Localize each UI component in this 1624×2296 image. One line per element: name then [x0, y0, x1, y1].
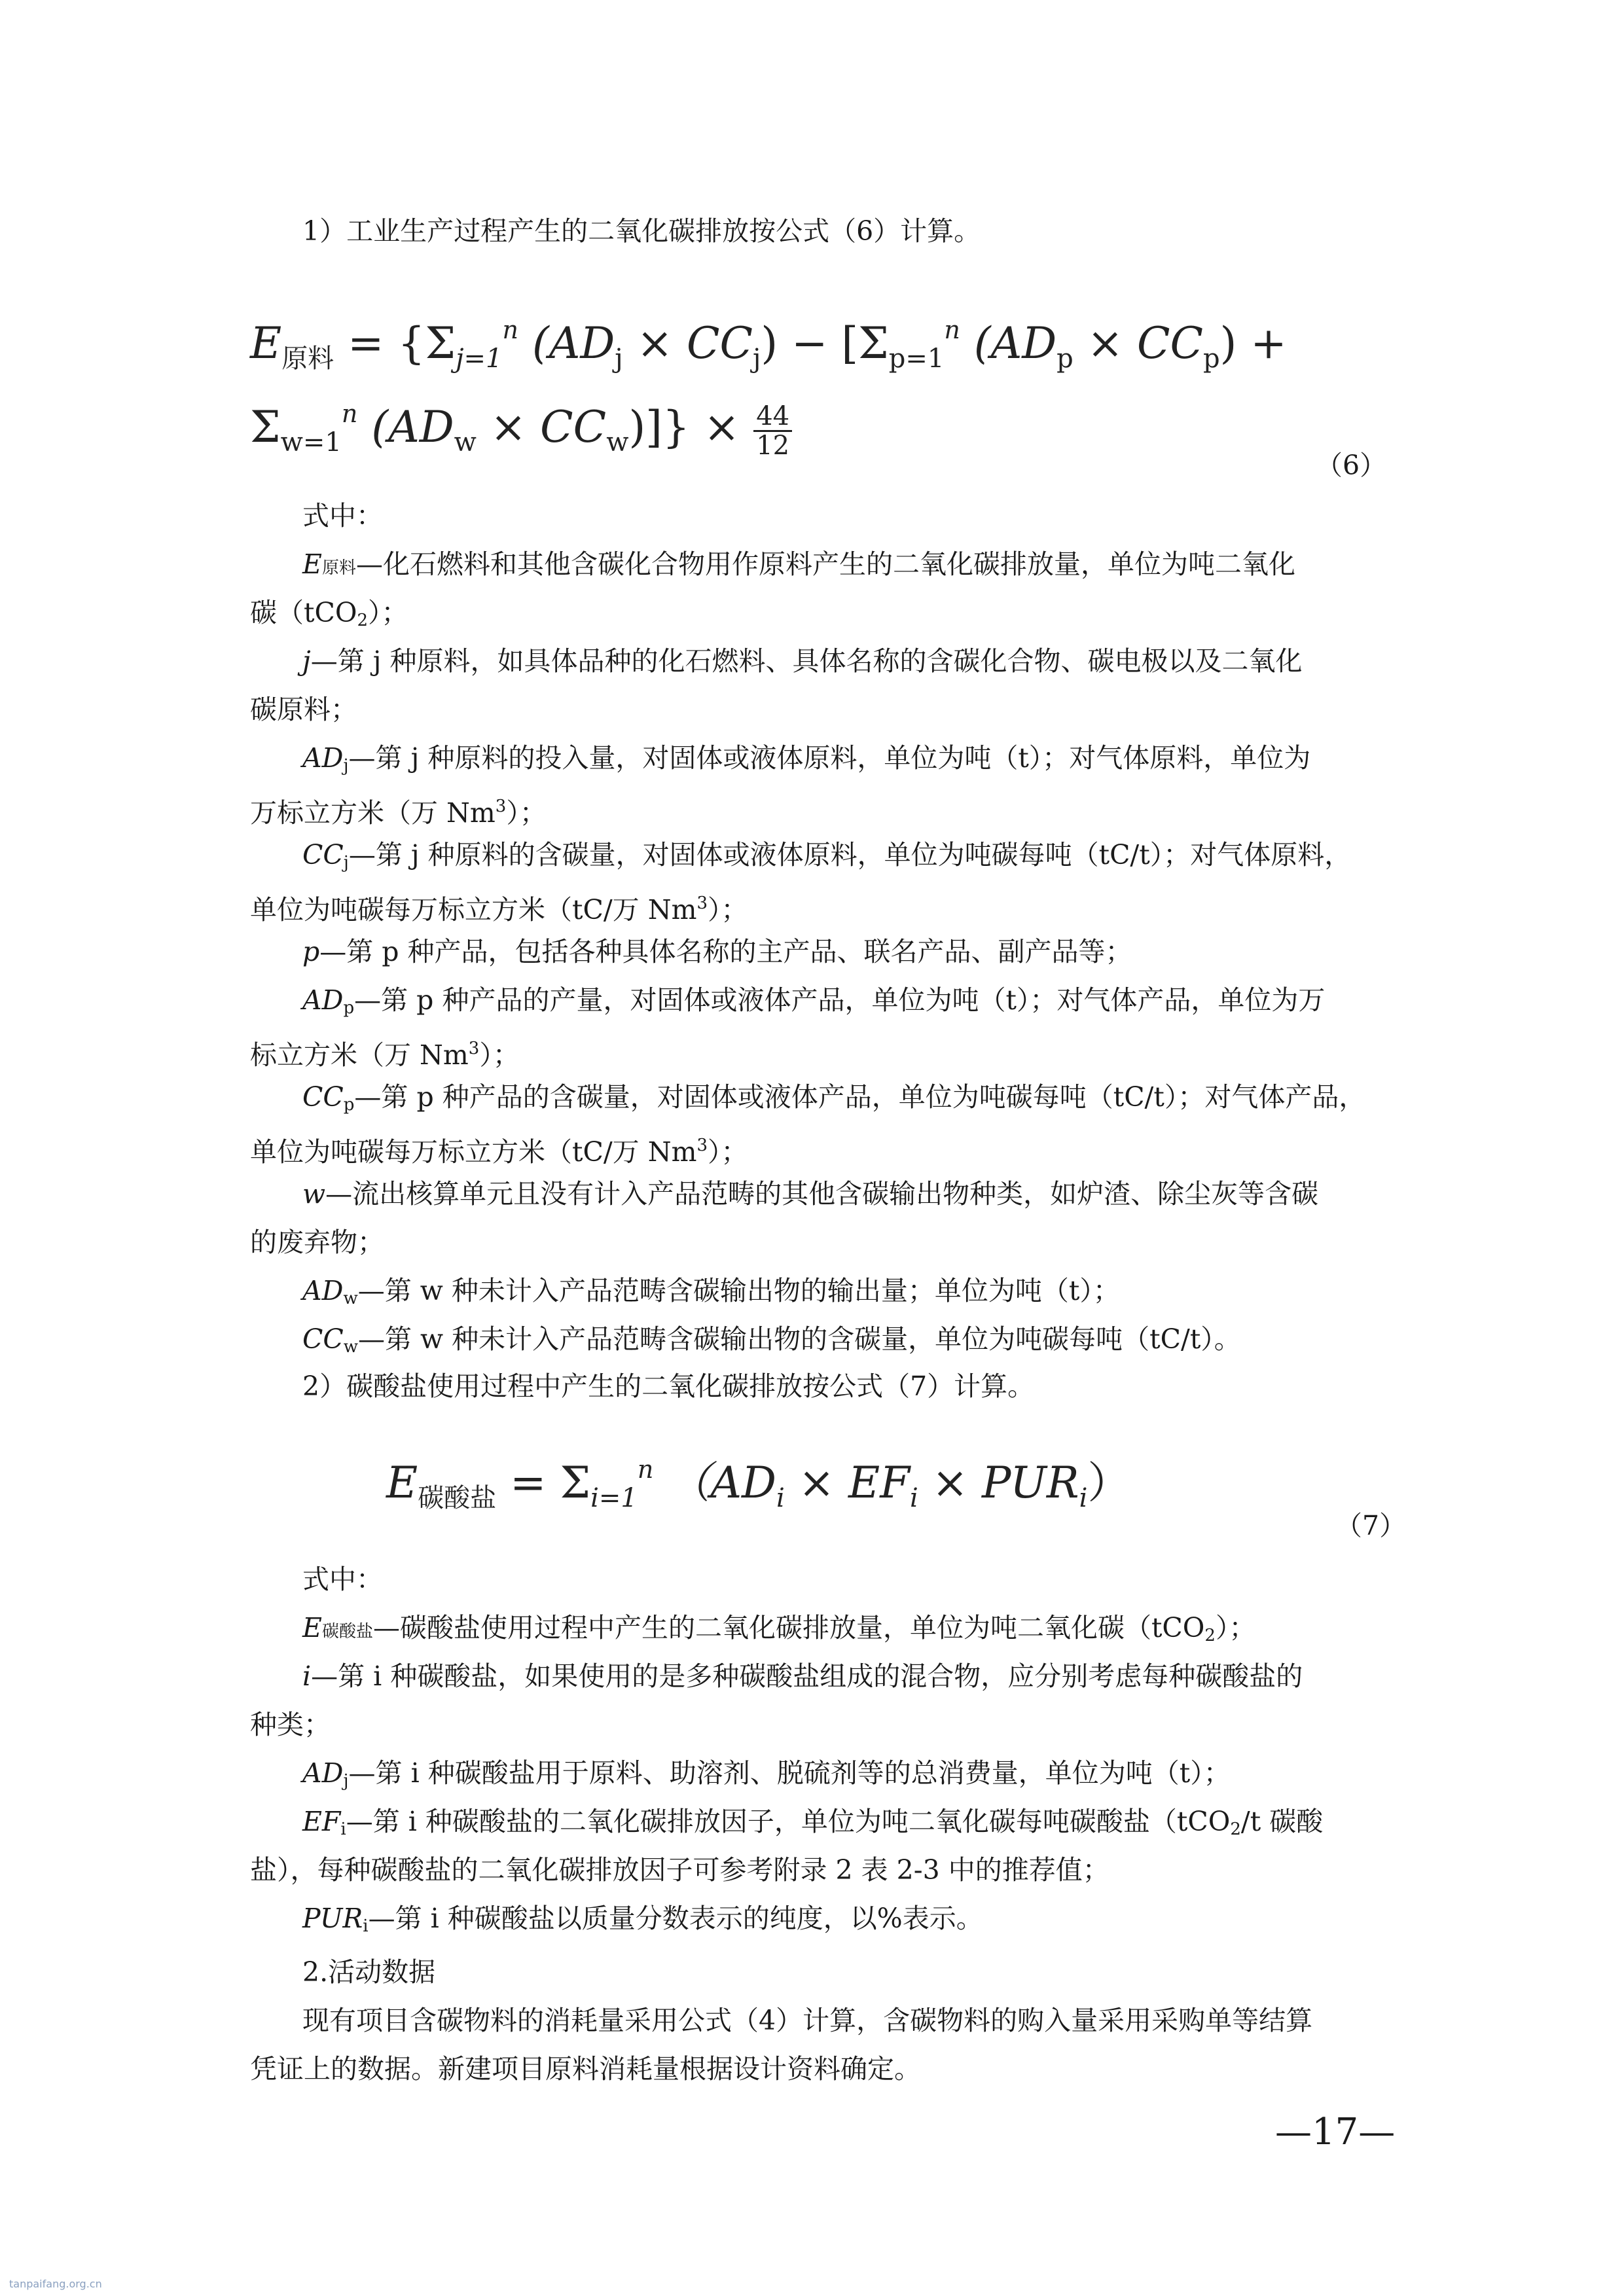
continuation-end: ）； — [506, 797, 547, 829]
equation-number-7: （7） — [1335, 1510, 1407, 1541]
definition-text: —第 i 种碳酸盐用于原料、助溶剂、脱硫剂等的总消费量，单位为吨（t）； — [348, 1757, 1231, 1789]
definition-line — [302, 1660, 1389, 1693]
definition-line — [302, 1757, 1389, 1797]
fraction-44-12: $\frac{44}{12}$ — [753, 403, 792, 459]
paragraph-line-2: 凭证上的数据。新建项目原料消耗量根据设计资料确定。 — [250, 2053, 921, 2085]
definition-line — [302, 1323, 1389, 1363]
definition-symbol: CC — [302, 1323, 344, 1355]
definition-continuation-text: 碳原料； — [250, 694, 357, 725]
definition-line — [302, 1274, 1389, 1315]
definition-line — [302, 742, 1389, 782]
definition-continuation-text: 碳（tCO — [250, 597, 357, 628]
definition-text: —第 i 种碳酸盐的二氧化碳排放因子，单位为吨二氧化碳每吨碳酸盐（tCO — [346, 1806, 1231, 1837]
formula-6: $E_{原料} = \{\Sigma_{j=1}^n$ $(AD_j \times CC_j) - [\Sigma_{p=1}^n$ $(AD_p \times CC_p)$ + — [250, 315, 1287, 374]
definition-line — [302, 645, 1389, 677]
definition-text: —第 j 种原料的含碳量，对固体或液体原料，单位为吨碳每吨（tC/t）；对气体原料， — [348, 839, 1352, 870]
definition-line — [302, 838, 1389, 879]
definition-text: —第 i 种碳酸盐以质量分数表示的纯度，以%表示。 — [368, 1903, 983, 1934]
formula-7: $E_{碳酸盐} = \Sigma_{i=1}^n$ $(AD_i \times EF_i \times PUR_i)$ — [386, 1455, 1131, 1513]
continuation-superscript: 3 — [495, 797, 507, 816]
definition-text: —第 p 种产品，包括各种具体名称的主产品、联名产品、副产品等； — [319, 936, 1132, 967]
definition-symbol: p — [302, 936, 320, 967]
definition-continuation-text: 的废弃物； — [250, 1227, 384, 1258]
heading-process-emission: 1）工业生产过程产生的二氧化碳排放按公式（6）计算。 — [302, 215, 981, 247]
continuation-subscript: 2 — [357, 611, 369, 630]
definition-symbol: AD — [302, 984, 344, 1016]
definition-symbol: w — [302, 1178, 326, 1210]
definition-text: —第 i 种碳酸盐，如果使用的是多种碳酸盐组成的混合物，应分别考虑每种碳酸盐的 — [311, 1660, 1303, 1692]
definition-continuation-text: 单位为吨碳每万标立方米（tC/万 Nm — [250, 1136, 697, 1168]
definition-subscript: j — [343, 1771, 349, 1791]
formula-6-line2: $\Sigma_{w=1}^n$ $(AD_w \times CC_w)$]} × $\frac{44}{12}$ — [250, 399, 792, 459]
definition-subscript: w — [343, 1289, 358, 1308]
definition-continuation — [250, 1226, 1389, 1259]
definition-symbol: AD — [302, 1275, 344, 1306]
definition-text: —碳酸盐使用过程中产生的二氧化碳排放量，单位为吨二氧化碳（tCO — [372, 1612, 1205, 1643]
definition-text-subscript: 2 — [1230, 1820, 1241, 1839]
definition-subscript: 原料 — [321, 558, 356, 578]
definition-line — [302, 1805, 1389, 1846]
definition-continuation — [250, 790, 1389, 829]
definition-continuation — [250, 1032, 1389, 1071]
definition-line — [302, 984, 1389, 1024]
definition-subscript: j — [343, 756, 349, 776]
definition-continuation-text: 标立方米（万 Nm — [250, 1039, 469, 1071]
continuation-end: ）； — [479, 1039, 520, 1071]
definition-symbol: AD — [302, 1757, 344, 1789]
definition-continuation — [250, 1129, 1389, 1168]
definition-line — [302, 1902, 1389, 1943]
definition-symbol: CC — [302, 839, 344, 870]
definition-symbol: AD — [302, 742, 344, 774]
definition-symbol: CC — [302, 1081, 344, 1113]
continuation-superscript: 3 — [468, 1039, 480, 1058]
label-shizhong-1: 式中： — [302, 500, 383, 531]
definition-text-subscript: 2 — [1204, 1626, 1216, 1645]
definition-continuation — [250, 887, 1389, 926]
definition-text-end: /t 碳酸 — [1240, 1806, 1324, 1837]
definition-symbol: EF — [302, 1806, 341, 1837]
definition-subscript: i — [340, 1820, 346, 1839]
definition-continuation — [250, 693, 1389, 726]
definition-continuation-text: 万标立方米（万 Nm — [250, 797, 496, 829]
definition-text: —第 w 种未计入产品范畴含碳输出物的含碳量，单位为吨碳每吨（tC/t）。 — [358, 1323, 1241, 1355]
definition-continuation — [250, 596, 1389, 637]
definition-line — [302, 1177, 1389, 1210]
definition-continuation-text: 单位为吨碳每万标立方米（tC/万 Nm — [250, 894, 697, 925]
definition-text: —第 j 种原料的投入量，对固体或液体原料，单位为吨（t）；对气体原料，单位为 — [348, 742, 1311, 774]
definition-continuation-text: 盐），每种碳酸盐的二氧化碳排放因子可参考附录 2 表 2-3 中的推荐值； — [250, 1854, 1110, 1886]
equation-number-6: （6） — [1316, 450, 1387, 481]
continuation-end: ）； — [368, 597, 408, 628]
definition-text: —第 p 种产品的产量，对固体或液体产品，单位为吨（t）；对气体产品，单位为万 — [354, 984, 1326, 1016]
definition-continuation — [250, 1854, 1389, 1886]
definition-text: —第 p 种产品的含碳量，对固体或液体产品，单位为吨碳每吨（tC/t）；对气体产品， — [354, 1081, 1366, 1113]
definition-text: —第 j 种原料，如具体品种的化石燃料、具体名称的含碳化合物、碳电极以及二氧化 — [310, 645, 1303, 677]
definition-line — [302, 1611, 1389, 1652]
definition-line — [302, 1081, 1389, 1121]
paragraph-line-1: 现有项目含碳物料的消耗量采用公式（4）计算，含碳物料的购入量采用采购单等结算 — [302, 2005, 1313, 2036]
section-activity-data: 2.活动数据 — [302, 1956, 436, 1988]
definition-subscript: i — [363, 1916, 369, 1936]
definition-subscript: p — [343, 998, 355, 1018]
definition-symbol: PUR — [302, 1903, 363, 1934]
definition-text-end: ）； — [1215, 1612, 1256, 1643]
definition-line — [302, 935, 1389, 968]
definition-subscript: 碳酸盐 — [321, 1622, 373, 1641]
continuation-superscript: 3 — [696, 893, 708, 913]
definition-symbol: E — [302, 1612, 322, 1643]
definition-text: —流出核算单元且没有计入产品范畴的其他含碳输出物种类，如炉渣、除尘灰等含碳 — [325, 1178, 1319, 1210]
definition-text: —化石燃料和其他含碳化合物用作原料产生的二氧化碳排放量，单位为吨二氧化 — [355, 548, 1295, 580]
definition-symbol: j — [302, 645, 311, 677]
definition-text: —第 w 种未计入产品范畴含碳输出物的输出量；单位为吨（t）； — [357, 1275, 1120, 1306]
continuation-superscript: 3 — [696, 1136, 708, 1155]
definition-continuation-text: 种类； — [250, 1709, 331, 1740]
definition-symbol: E — [302, 548, 322, 580]
page-number: —17— — [1275, 2111, 1396, 2153]
definition-symbol: i — [302, 1660, 312, 1692]
watermark: tanpaifang.org.cn — [9, 2278, 102, 2290]
definition-line — [302, 548, 1389, 584]
definition-subscript: w — [343, 1337, 359, 1357]
definition-subscript: j — [343, 853, 349, 872]
label-shizhong-2: 式中： — [302, 1564, 383, 1595]
definition-continuation — [250, 1708, 1389, 1741]
continuation-end: ）； — [708, 894, 748, 925]
heading-carbonate-emission: 2）碳酸盐使用过程中产生的二氧化碳排放按公式（7）计算。 — [302, 1371, 1035, 1402]
continuation-end: ）； — [708, 1136, 748, 1168]
definition-subscript: p — [343, 1095, 355, 1115]
